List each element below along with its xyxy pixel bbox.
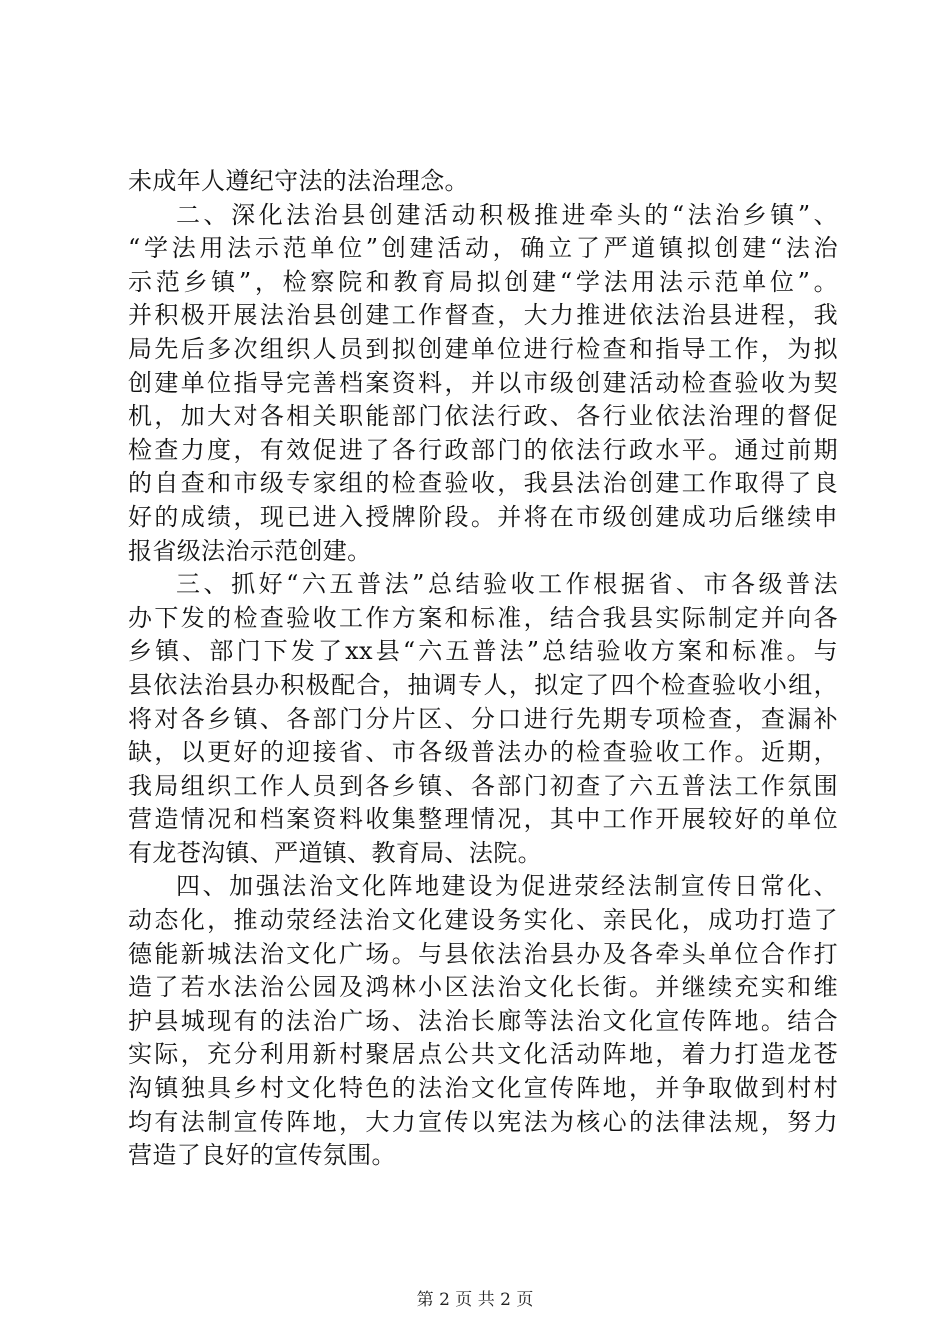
page-number-label: 第 2 页 共 2 页 (416, 1290, 534, 1310)
paragraph-line: “学法用法示范单位”创建活动，确立了严道镇拟创建“法治 (128, 234, 838, 263)
paragraph-line: 乡镇、部门下发了xx县“六五普法”总结验收方案和标准。与 (128, 637, 838, 666)
paragraph-line: 动态化，推动荥经法治文化建设务实化、亲民化，成功打造了 (128, 906, 838, 935)
document-body (128, 165, 838, 1173)
paragraph-line: 并积极开展法治县创建工作督查，大力推进依法治县进程，我 (128, 301, 838, 330)
paragraph-line: 的自查和市级专家组的检查验收，我县法治创建工作取得了良 (128, 469, 838, 498)
paragraph-line: 检查力度，有效促进了各行政部门的依法行政水平。通过前期 (128, 435, 838, 464)
paragraph-line: 好的成绩，现已进入授牌阶段。并将在市级创建成功后继续申 (128, 502, 838, 531)
paragraph-line: 示范乡镇”，检察院和教育局拟创建“学法用法示范单位”。 (128, 267, 838, 296)
paragraph-line: 实际，充分利用新村聚居点公共文化活动阵地，着力打造龙苍 (128, 1040, 838, 1069)
paragraph-line: 有龙苍沟镇、严道镇、教育局、法院。 (128, 838, 542, 867)
paragraph-line: 营造情况和档案资料收集整理情况，其中工作开展较好的单位 (128, 805, 838, 834)
paragraph-line: 创建单位指导完善档案资料，并以市级创建活动检查验收为契 (128, 368, 838, 397)
paragraph-line: 报省级法治示范创建。 (128, 536, 372, 565)
paragraph-line: 缺，以更好的迎接省、市各级普法办的检查验收工作。近期， (128, 738, 838, 767)
page-footer (0, 1290, 950, 1310)
paragraph-line: 护县城现有的法治广场、法治长廊等法治文化宣传阵地。结合 (128, 1006, 838, 1035)
paragraph-line: 三、抓好“六五普法”总结验收工作根据省、市各级普法 (176, 570, 838, 599)
paragraph-line: 局先后多次组织人员到拟创建单位进行检查和指导工作，为拟 (128, 334, 838, 363)
paragraph-line: 我局组织工作人员到各乡镇、各部门初查了六五普法工作氛围 (128, 771, 838, 800)
paragraph-line: 均有法制宣传阵地，大力宣传以宪法为核心的法律法规，努力 (128, 1107, 838, 1136)
paragraph-line: 沟镇独具乡村文化特色的法治文化宣传阵地，并争取做到村村 (128, 1074, 838, 1103)
paragraph-line: 营造了良好的宣传氛围。 (128, 1141, 396, 1170)
paragraph-line: 机，加大对各相关职能部门依法行政、各行业依法治理的督促 (128, 402, 838, 431)
paragraph-line: 二、深化法治县创建活动积极推进牵头的“法治乡镇”、 (176, 200, 838, 229)
paragraph-line: 将对各乡镇、各部门分片区、分口进行先期专项检查，查漏补 (128, 704, 838, 733)
paragraph-line: 造了若水法治公园及鸿林小区法治文化长街。并继续充实和维 (128, 973, 838, 1002)
paragraph-line: 四、加强法治文化阵地建设为促进荥经法制宣传日常化、 (176, 872, 838, 901)
paragraph-line: 德能新城法治文化广场。与县依法治县办及各牵头单位合作打 (128, 939, 838, 968)
paragraph-line: 县依法治县办积极配合，抽调专人，拟定了四个检查验收小组， (128, 670, 838, 699)
paragraph-line: 未成年人遵纪守法的法治理念。 (128, 167, 469, 195)
paragraph-line: 办下发的检查验收工作方案和标准，结合我县实际制定并向各 (128, 603, 838, 632)
